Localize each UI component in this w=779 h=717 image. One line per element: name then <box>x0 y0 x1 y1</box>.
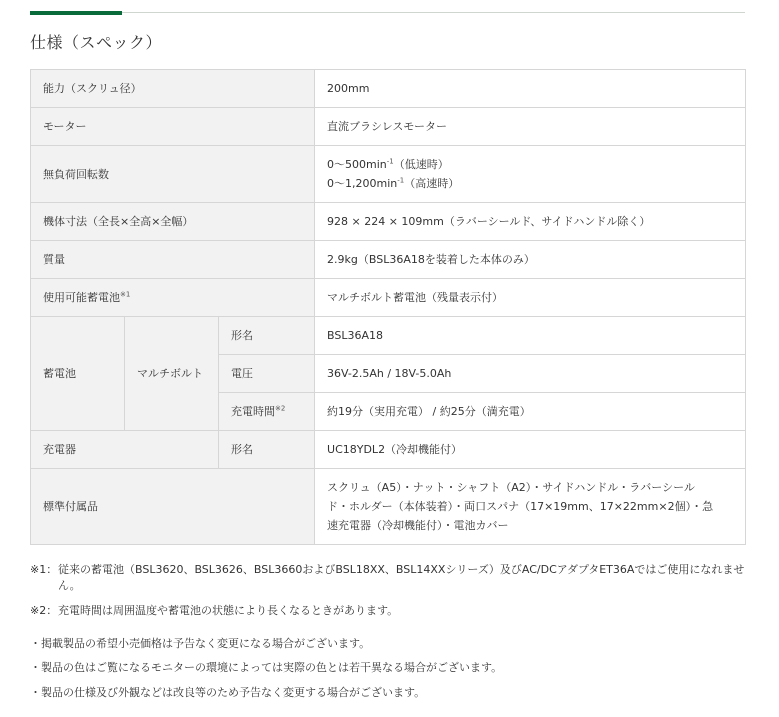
usable-battery-value: マルチボルト蓄電池（残量表示付） <box>315 279 746 317</box>
spec-row-dimensions <box>31 203 746 241</box>
footnote-2 <box>30 603 745 619</box>
dimensions-value: 928 × 224 × 109mm（ラバーシールド、サイドハンドル除く） <box>315 203 746 241</box>
footnote-mark: ※2： <box>30 604 58 617</box>
weight-label: 質量 <box>31 241 315 279</box>
accessories-line: ド・ホルダー（本体装着）・両口スパナ（17×19mm、17×22mm×2個）・急 <box>327 500 714 513</box>
motor-label: モーター <box>31 108 315 146</box>
spec-table <box>30 69 746 545</box>
spec-row-charger <box>31 431 746 469</box>
spec-row-usable-battery <box>31 279 746 317</box>
charger-model-value: UC18YDL2（冷却機能付） <box>315 431 746 469</box>
footnote-1 <box>30 562 745 594</box>
spec-row-capacity <box>31 70 746 108</box>
weight-value: 2.9kg（BSL36A18を装着した本体のみ） <box>315 241 746 279</box>
footnote-mark: ※1： <box>30 563 58 576</box>
accessories-label: 標準付属品 <box>31 469 315 545</box>
section-title: 仕様（スペック） <box>30 33 163 52</box>
footnote-text: 従来の蓄電池（BSL3620、BSL3626、BSL3660およびBSL18XX、BSL14XXシリーズ）及びAC/DCアダプタET36Aではご使用になれませ ん。 <box>58 563 745 592</box>
dimensions-label: 機体寸法（全長×全高×全幅） <box>31 203 315 241</box>
spec-row-accessories <box>31 469 746 545</box>
section-divider <box>30 12 745 13</box>
battery-label: 蓄電池 <box>31 317 125 431</box>
battery-type: マルチボルト <box>125 317 219 431</box>
battery-voltage-value: 36V-2.5Ah / 18V-5.0Ah <box>315 355 746 393</box>
charge-time-value: 約19分（実用充電） / 約25分（満充電） <box>315 393 746 431</box>
accessories-value <box>315 469 746 545</box>
charge-time-label: 充電時間$^{※2}$ <box>219 393 315 431</box>
section-accent-bar <box>30 11 122 15</box>
footnote-ref-2: ※2 <box>275 404 286 413</box>
charger-model-label: 形名 <box>219 431 315 469</box>
accessories-line: スクリュ（A5）・ナット・シャフト（A2）・サイドハンドル・ラバーシール <box>327 481 695 494</box>
footnote-text: 充電時間は周囲温度や蓄電池の状態により長くなるときがあります。 <box>58 604 399 617</box>
usable-battery-label: 使用可能蓄電池$^{※1}$ <box>31 279 315 317</box>
disclaimer-price: ・掲載製品の希望小売価格は予告なく変更になる場合がございます。 <box>30 637 371 650</box>
battery-voltage-label: 電圧 <box>219 355 315 393</box>
disclaimer-spec: ・製品の仕様及び外観などは改良等のため予告なく変更する場合がございます。 <box>30 686 426 699</box>
charger-label: 充電器 <box>31 431 219 469</box>
capacity-value: 200mm <box>315 70 746 108</box>
spec-row-no-load-speed <box>31 146 746 203</box>
motor-value: 直流ブラシレスモーター <box>315 108 746 146</box>
no-load-speed-high: $0\sim 1,200\min^{-1}$（高速時） <box>327 176 460 190</box>
accessories-line: 速充電器（冷却機能付）・電池カバー <box>327 519 509 532</box>
spec-row-weight <box>31 241 746 279</box>
no-load-speed-low: $0\sim 500\min^{-1}$（低速時） <box>327 157 449 171</box>
no-load-speed-label: 無負荷回転数 <box>31 146 315 203</box>
spec-row-battery-model <box>31 317 746 355</box>
battery-model-value: BSL36A18 <box>315 317 746 355</box>
footnote-ref-1: ※1 <box>120 290 131 299</box>
spec-row-motor <box>31 108 746 146</box>
battery-model-label: 形名 <box>219 317 315 355</box>
no-load-speed-value <box>315 146 746 203</box>
capacity-label: 能力（スクリュ径） <box>31 70 315 108</box>
disclaimer-color: ・製品の色はご覧になるモニターの環境によっては実際の色とは若干異なる場合がございます。 <box>30 661 503 674</box>
